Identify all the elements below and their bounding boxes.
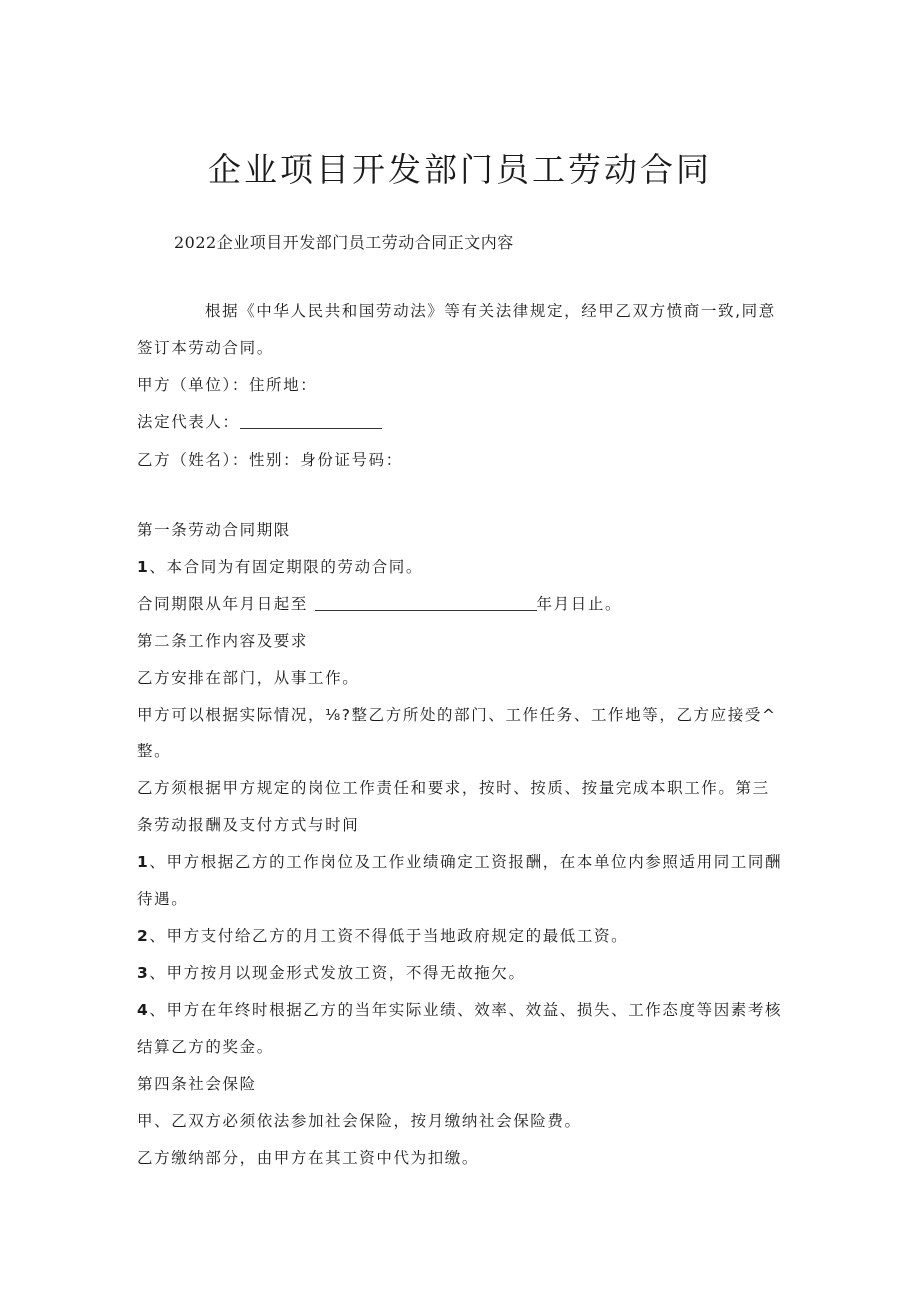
preamble-line-2: 签订本劳动合同。 <box>137 339 274 357</box>
party-b-line: 乙方（姓名）：性别：身份证号码： <box>137 451 403 469</box>
term-before: 合同期限从年月日起至 <box>137 595 309 613</box>
article-2-para-3-line-1: 乙方须根据甲方规定的岗位工作责任和要求，按时、按质、按量完成本职工作。第三 <box>137 779 770 797</box>
term-after: 年月日止。 <box>536 595 623 613</box>
term-blank <box>315 594 537 611</box>
legal-rep-label: 法定代表人： <box>137 413 240 431</box>
article-3-item-4-line-1 <box>137 999 782 1021</box>
party-a-line: 甲方（单位）：住所地： <box>137 376 318 394</box>
article-3-item-4-line-2: 结算乙方的奖金。 <box>137 1038 274 1056</box>
article-2-para-1: 乙方安排在部门，从事工作。 <box>137 669 360 687</box>
item-number: 3 <box>137 964 150 982</box>
article-2-para-2-line-1: 甲方可以根据实际情况，⅛?整乙方所处的部门、工作任务、工作地等，乙方应接受^ <box>137 706 777 724</box>
article-3-item-1-line-2: 待遇。 <box>137 890 189 908</box>
legal-rep-line <box>137 411 382 433</box>
item-text: 、本合同为有固定期限的劳动合同。 <box>149 558 423 576</box>
item-number: 1 <box>137 558 150 576</box>
item-text: 、甲方支付给乙方的月工资不得低于当地政府规定的最低工资。 <box>149 927 629 945</box>
article-3-heading: 条劳动报酬及支付方式与时间 <box>137 816 360 834</box>
item-number: 2 <box>137 927 150 945</box>
article-4-heading: 第四条社会保险 <box>137 1075 257 1093</box>
article-2-para-2-line-2: 整。 <box>137 742 172 760</box>
preamble-line-1: 根据《中华人民共和国劳动法》等有关法律规定，经甲乙双方愤商一致,同意 <box>205 302 776 320</box>
article-1-heading: 第一条劳动合同期限 <box>137 521 291 539</box>
document-subtitle: 2022企业项目开发部门员工劳动合同正文内容 <box>174 233 514 252</box>
article-3-item-2 <box>137 925 628 947</box>
article-3-item-1-line-1 <box>137 851 782 873</box>
legal-rep-blank <box>240 412 382 429</box>
item-number: 1 <box>137 853 150 871</box>
article-4-para-1: 甲、乙双方必须依法参加社会保险，按月缴纳社会保险费。 <box>137 1112 582 1130</box>
article-4-para-2: 乙方缴纳部分，由甲方在其工资中代为扣缴。 <box>137 1149 480 1167</box>
article-1-item-1 <box>137 556 423 578</box>
item-text: 、甲方在年终时根据乙方的当年实际业绩、效率、效益、损失、工作态度等因素考核 <box>149 1001 783 1019</box>
item-text: 、甲方按月以现金形式发放工资，不得无故拖欠。 <box>149 964 526 982</box>
document-title: 企业项目开发部门员工劳动合同 <box>208 150 712 189</box>
article-2-heading: 第二条工作内容及要求 <box>137 632 309 650</box>
term-line <box>137 593 622 615</box>
article-3-item-3 <box>137 962 526 984</box>
item-number: 4 <box>137 1001 150 1019</box>
item-text: 、甲方根据乙方的工作岗位及工作业绩确定工资报酬，在本单位内参照适用同工同酬 <box>149 853 783 871</box>
